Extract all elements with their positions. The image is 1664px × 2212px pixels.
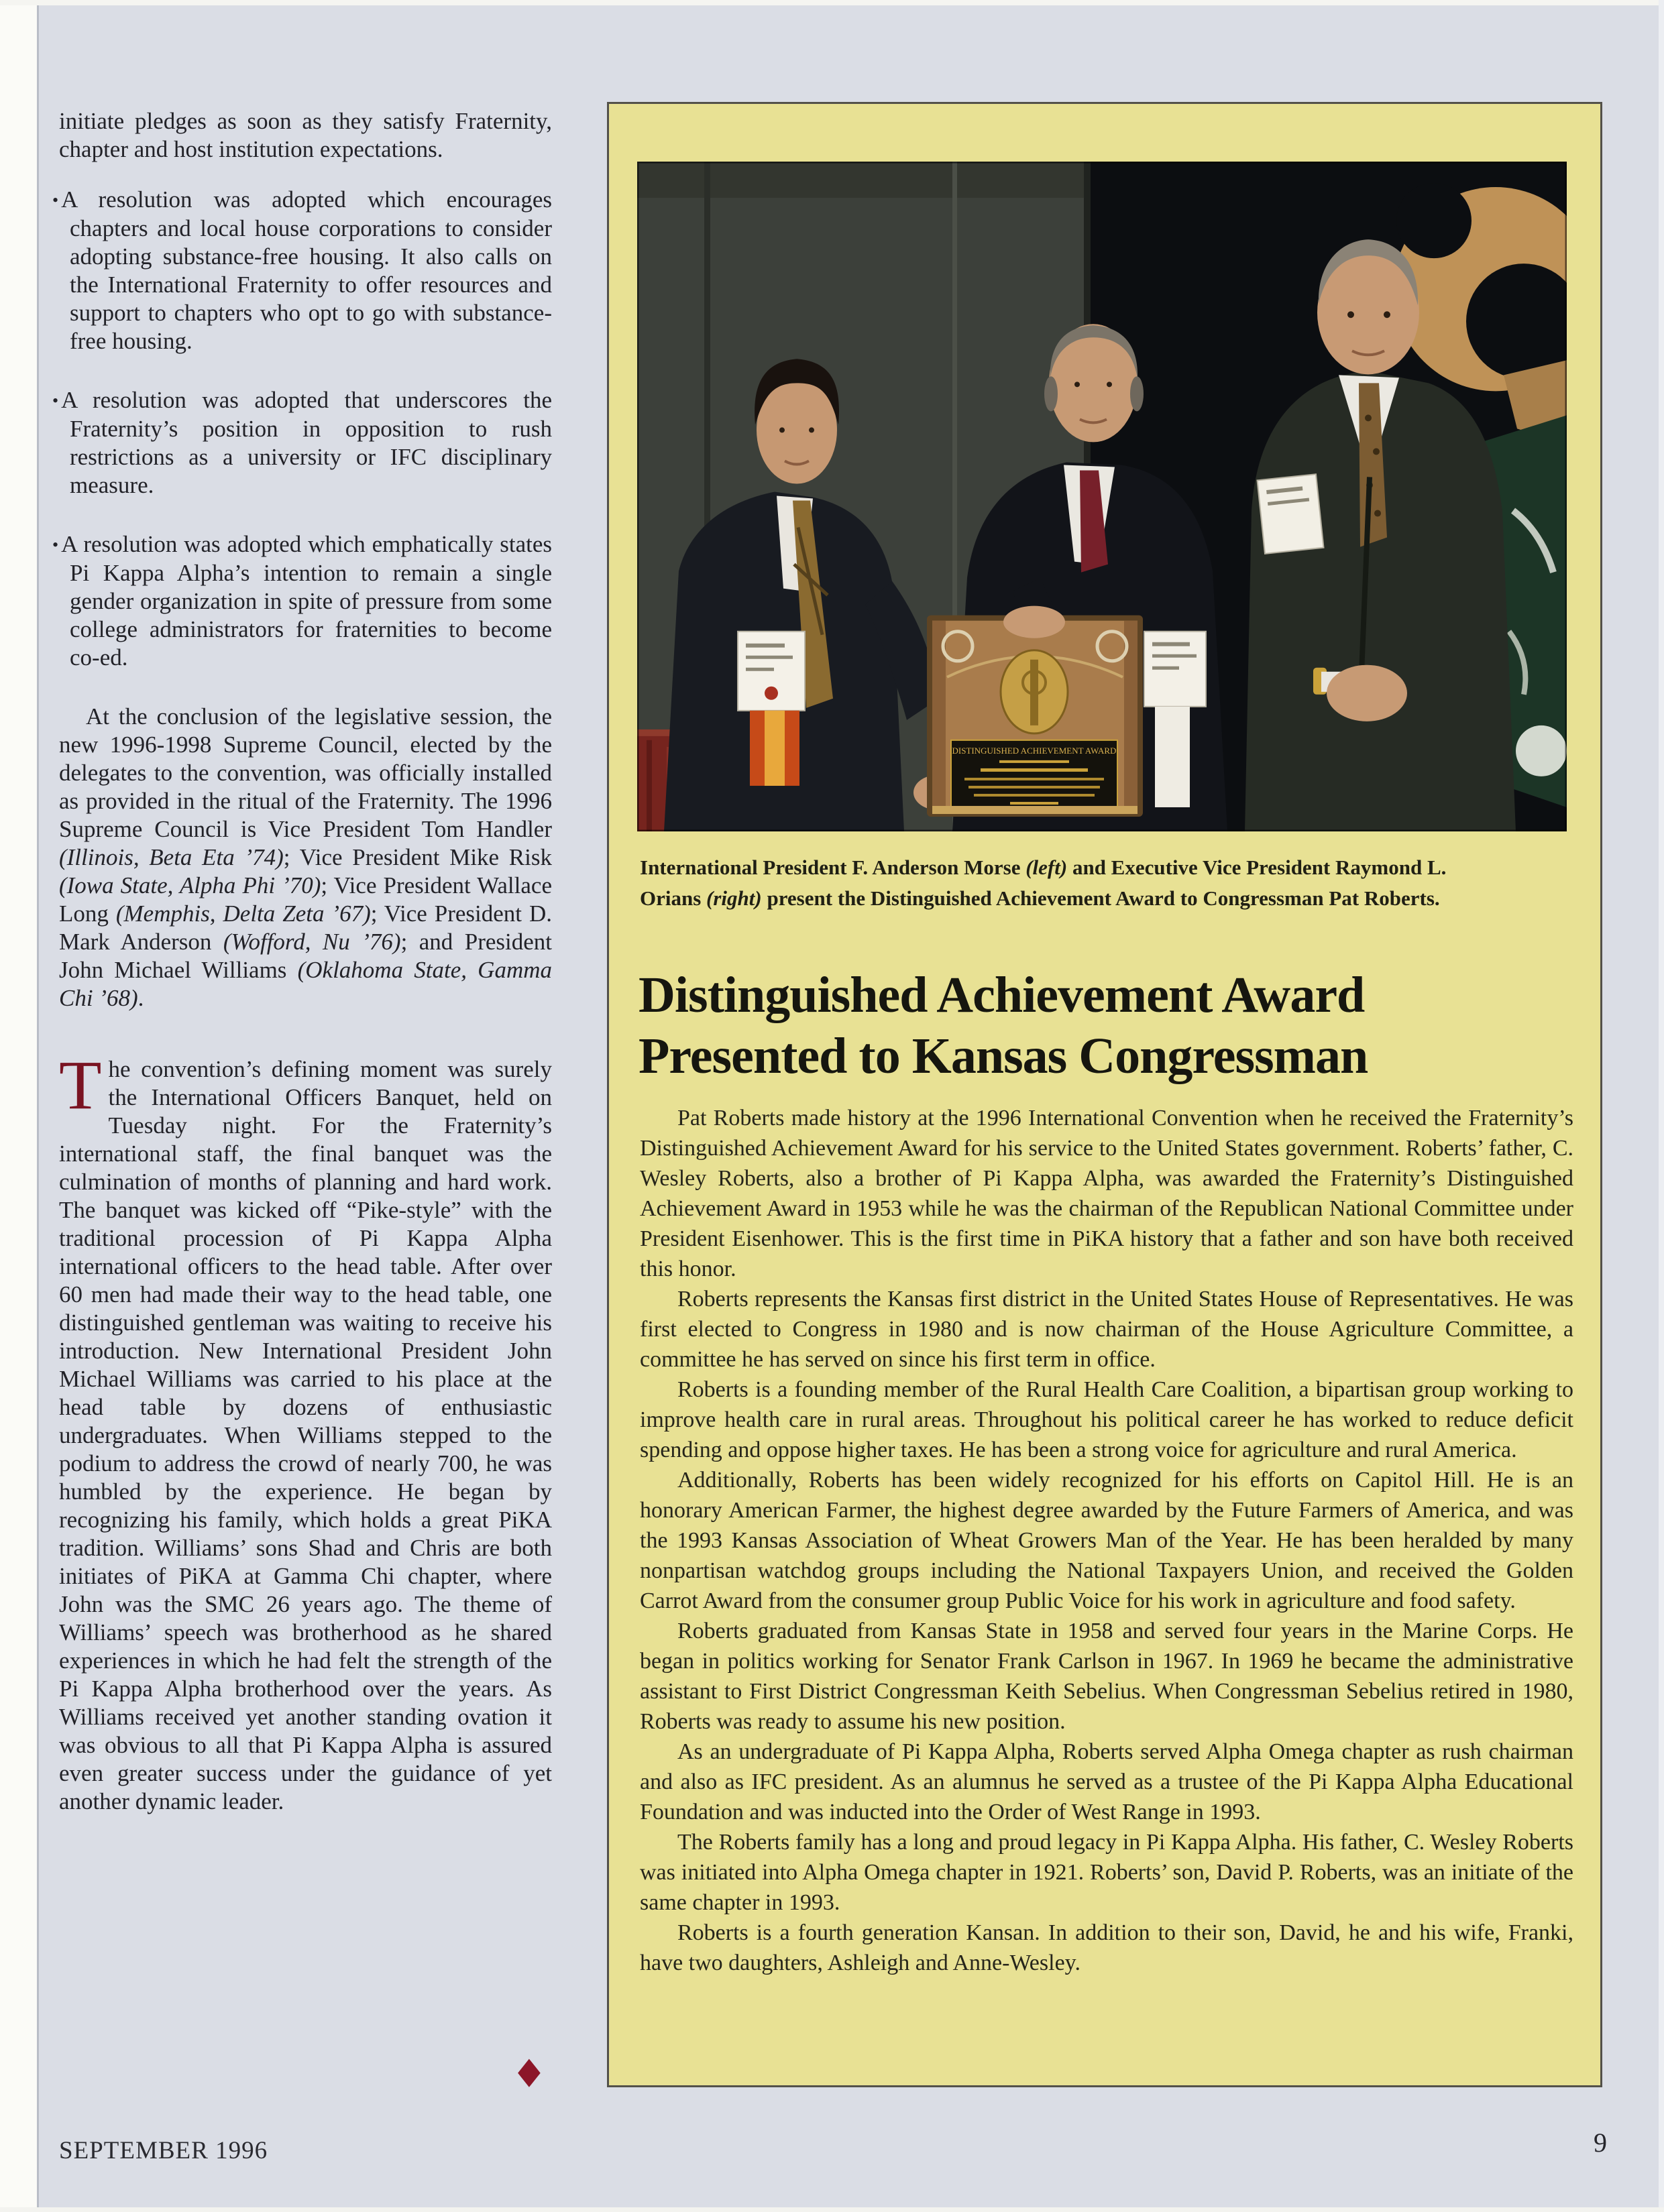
article-body [640, 1103, 1573, 1978]
banquet-paragraph [59, 1047, 552, 1816]
page-edge-line [37, 0, 39, 2212]
bullet-icon: • [52, 535, 59, 555]
award-ribbon [750, 711, 799, 786]
page-number: 9 [1594, 2128, 1607, 2158]
photo-caption-line1: International President F. Anderson Morse (left) and Executive Vice President Raymond L. [640, 856, 1447, 879]
headline-line1: Distinguished Achievement Award [639, 967, 1365, 1023]
body-paragraph: Roberts graduated from Kansas State in 1958 and served four years in the Marine Corps. He began in politics working for Senator Frank Carlson in 1967. In 1969 he became the administrative assistant to First District Congressman Keith Sebelius. When Congressman Sebelius retired in 1980, Roberts was ready to assume his new position. [640, 1619, 1573, 1734]
resolution-item: • A resolution was adopted which encourages chapters and local house corporations to consider adopting substance-free housing. It also calls on the International Fraternity to offer resources and support to chapters who opt to go with substance-free housing. [52, 186, 552, 354]
body-paragraph: The Roberts family has a long and proud legacy in Pi Kappa Alpha. His father, C. Wesley Roberts was initiated into Alpha Omega chapter in 1921. Roberts’ son, David P. Roberts, was an initiate of the same chapter in 1993. [640, 1830, 1573, 1915]
white-ribbon [1155, 707, 1190, 807]
name-badge-left [738, 632, 805, 711]
feature-panel [607, 102, 1602, 2087]
photo-caption [640, 852, 1572, 914]
plaque-title-text: DISTINGUISHED ACHIEVEMENT AWARD [952, 745, 1117, 756]
body-paragraph: Roberts represents the Kansas first district in the United States House of Representatives. He was first elected to Congress in 1980 and is now chairman of the House Agriculture Committee, a committee he has served on since his first term in office. [640, 1287, 1573, 1372]
body-paragraph: Pat Roberts made history at the 1996 International Convention when he received the Fraternity’s Distinguished Achievement Award for his service to the United States government. Roberts’ father, C. Wesley Roberts, also a brother of Pi Kappa Alpha, was awarded the Fraternity’s Distinguished Achievement Award in 1953 while he was the chairman of the Republican National Committee under President Eisenhower. This is the first time in PiKA history that a father and son have both received this honor. [640, 1106, 1573, 1281]
banquet-paragraph-text: he convention’s defining moment was surely the International Officers Banquet, held on Tuesday night. For the Fraternity’s international staff, the final banquet was the culmination of months of planning and hard work. The banquet was kicked off “Pike-style” with the traditional procession of Pi Kappa Alpha international officers to the head table. After over 60 men had made their way to the head table, one distinguished gentleman was waiting to receive his introduction. New International President John Michael Williams was carried to his place at the head table by dozens of enthusiastic undergraduates. When Williams stepped to the podium to address the crowd of nearly 700, he was humbled by the experience. He began by recognizing his family, which holds a great PiKA tradition. Williams’ sons Shad and Chris are both initiates of PiKA at Gamma Chi chapter, where John was the SMC 26 years ago. The theme of Williams’ speech was brotherhood as he shared experiences in which he had felt the strength of the Pi Kappa Alpha brotherhood over the years. As Williams received yet another standing ovation it was obvious to all that Pi Kappa Alpha is assured even greater success under the guidance of yet another dynamic leader. [59, 1056, 552, 1814]
bullet-icon: • [52, 190, 59, 210]
left-column [52, 107, 552, 1816]
resolution-item: • A resolution was adopted which emphatically states Pi Kappa Alpha’s intention to remain a single gender organization in spite of pressure from some college administrators for fraternities to become co-ed. [52, 531, 552, 671]
middle-man-hand [1003, 606, 1065, 638]
name-badge-right [1257, 474, 1323, 554]
body-paragraph: Roberts is a founding member of the Rural Health Care Coalition, a bipartisan group working to improve health care in rural areas. Throughout his political career he has worked to reduce deficit spending and oppose higher taxes. He has been a strong voice for agriculture and rural America. [640, 1377, 1573, 1462]
end-of-article-diamond-icon: ◆ [518, 2050, 541, 2091]
page-edge-left [0, 0, 37, 2212]
resolution-list [52, 186, 552, 672]
bullet-icon: • [52, 391, 59, 410]
body-paragraph: Additionally, Roberts has been widely recognized for his efforts on Capitol Hill. He is an honorary American Farmer, the highest degree awarded by the Future Farmers of America, and was the 1993 Kansas Association of Wheat Growers Man of the Year. He has been heralded by many nonpartisan watchdog groups including the National Taxpayers Union, and received the Golden Carrot Award from the consumer group Public Voice for his work in agriculture and food safety. [640, 1468, 1573, 1613]
name-badge-middle [1144, 632, 1206, 707]
body-paragraph: Roberts is a fourth generation Kansan. In addition to their son, David, he and his wife, Franki, have two daughters, Ashleigh and Anne-Wesley. [640, 1920, 1573, 1975]
right-man-hands [1327, 665, 1407, 721]
plaque-engraved-plate [951, 740, 1117, 813]
council-paragraph: At the conclusion of the legislative session, the new 1996-1998 Supreme Council, elected by the delegates to the convention, was officially installed as provided in the ritual of the Fraternity. The 1996 Supreme Council is Vice President Tom Handler (Illinois, Beta Eta ’74); Vice President Mike Risk (Iowa State, Alpha Phi ’70); Vice President Wallace Long (Memphis, Delta Zeta ’67); Vice President D. Mark Anderson (Wofford, Nu ’76); and President John Michael Williams (Oklahoma State, Gamma Chi ’68). [59, 703, 552, 1011]
page-edge-bottom [0, 2207, 1664, 2212]
body-paragraph: As an undergraduate of Pi Kappa Alpha, Roberts served Alpha Omega chapter as rush chairman and also as IFC president. As an alumnus he served as a trustee of the Pi Kappa Alpha Educational Foundation and was inducted into the Order of West Range in 1993. [640, 1739, 1573, 1824]
intro-paragraph: initiate pledges as soon as they satisfy Fraternity, chapter and host institution expectations. [59, 108, 552, 162]
award-presentation-photo [637, 162, 1567, 831]
footer-issue-date: SEPTEMBER 1996 [59, 2137, 268, 2164]
drop-cap: T [59, 1047, 102, 1124]
award-plaque [927, 606, 1143, 817]
headline-line2: Presented to Kansas Congressman [639, 1028, 1368, 1084]
photo-caption-line2: Orians (right) present the Distinguished Achievement Award to Congressman Pat Roberts. [640, 886, 1440, 910]
article-headline [639, 965, 1584, 1087]
award-photo-illustration [637, 162, 1567, 831]
page-edge-top [0, 0, 1664, 5]
page-edge-right [1659, 0, 1664, 2212]
plaque-crest [1001, 650, 1068, 734]
resolution-item: • A resolution was adopted that underscores the Fraternity’s position in opposition to rush restrictions as a university or IFC disciplinary measure. [52, 387, 552, 498]
